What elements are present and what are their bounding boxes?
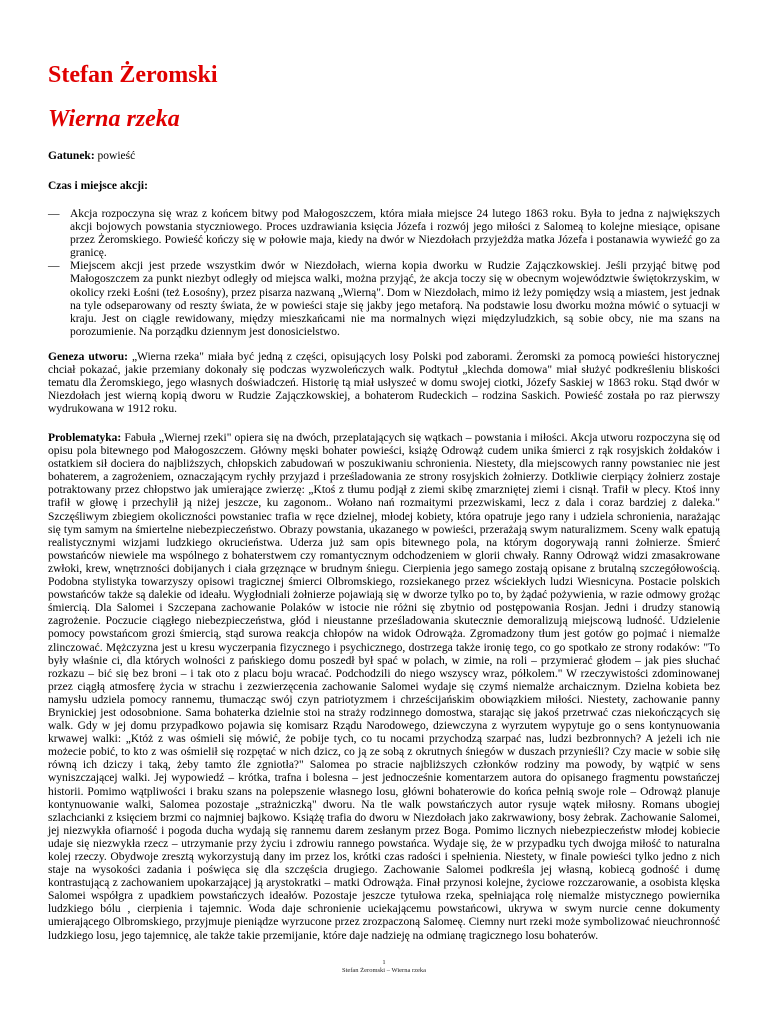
genre-line [48,150,720,163]
dash-bullet-icon: — [48,260,60,273]
dash-bullet-icon: — [48,208,60,220]
book-title: Wierna rzeka [48,106,180,132]
genesis-section [48,351,720,416]
genesis-label: Geneza utworu: [48,351,128,363]
time-place-list [48,208,720,339]
author-heading: Stefan Żeromski [48,62,218,88]
list-item [48,208,720,260]
time-place-label: Czas i miejsce akcji: [48,180,148,192]
place-paragraph: Miejscem akcji jest przede wszystkim dwór w Niezdołach, wierna kopia dworku w Rudzie Zajączkowskiej. Jeśli przyjąć bitwę pod Małogoszczem za punkt niezbyt odległy od miejsca walki, można przyjąć, że akcja toczy się w obecnym województwie świętokrzyskim, w okolicy rzeki Łośni (też Łosośny), przez pisarza nazwaną „Wierną". Dom w Niezdołach, mimo iż leży pomiędzy wsią a miastem, jest jednak na tyle odseparowany od reszty świata, że w powieści staje się jakby jego metaforą. Na podstawie losu dworku można mówić o sytuacji w kraju. Jest on ciągle rewidowany, między mieszkańcami nie ma normalnych więzi międzyludzkich, są sobie obcy, nie ma szans na porozumienie. Na porządku dziennym jest donosicielstwo. [70,260,720,338]
list-item [48,260,720,339]
time-paragraph: Akcja rozpoczyna się wraz z końcem bitwy pod Małogoszczem, która miała miejsce 24 lutego 1863 roku. Była to jedna z największych akcji bojowych powstania styczniowego. Proces uzdrawiania księcia Józefa i rozwój jego miłości z Salomeą to kolejne miesiące, opisane przez Żeromskiego. Powieść kończy się w połowie maja, kiedy na dwór w Niezdołach przyjeżdża matka Józefa i postanawia wywieźć go za granicę. [70,208,720,260]
problems-label: Problematyka: [48,432,122,444]
problems-text: Fabuła „Wiernej rzeki" opiera się na dwóch, przeplatających się wątkach – powstania i miłości. Akcja utworu rozpoczyna się od opisu pola bitewnego pod Małogoszczem. Główny męski bohater powieści, książę Odrowąż cudem unika śmierci z rąk rosyjskich żołdaków i ostatkiem sił dociera do najbliższych, chłopskich zabudowań w poszukiwaniu schronienia. Niestety, dla miejscowych ranny powstaniec nie jest bohaterem, a zagrożeniem, oznaczającym rychły przyjazd i prześladowania ze strony rosyjskich żołnierzy. Dotkliwie cierpiący żołnierz zostaje potraktowany przez chłopstwo jak umierające zwierzę: „Ktoś z tłumu podjął z ziemi skibę zmarzniętej ziemi i cisnął. Trafił w plecy. Ktoś inny trafił w głowę i przechylił ją niżej jeszcze, ku zagonom.. Wołano nań rozmaitymi przezwiskami, lecz z dala i coraz bardziej z daleka." Szczęśliwym zbiegiem okoliczności powstaniec trafia w ręce dzielnej, młodej kobiety, która opatruje jego rany i udziela schronienia, narażając się tym samym na śmiertelne niebezpieczeństwo. Obrazy powstania, ukazanego w powieści, przerażają swym naturalizmem. Sceny walk epatują realistycznymi wizjami ludzkiego okrucieństwa. Uderza już sam opis bitewnego pola, na którym dogorywają ranni żołnierze. Śmierć powstańców niewiele ma wspólnego z bohaterstwem czy romantycznym odchodzeniem w glorii chwały. Ranny Odrowąż widzi zmasakrowane zwłoki, krew, wnętrzności dobijanych i ciała grzęznące w brudnym śniegu. Cierpienia jego samego zostają opisane z brutalną szczegółowością. Podobna stylistyka towarzyszy opisowi tragicznej śmierci Olbromskiego, rozsiekanego przez wściekłych ludzi Wiesnicyna. Postacie polskich powstańców także są dalekie od ideału. Wygłodniali żołnierze pojawiają się w dworze tylko po to, by żądać pożywienia, w razie odmowy grożąc śmiercią. Dla Salomei i Szczepana zachowanie Polaków w istocie nie różni się zbytnio od postępowania Rosjan. Jedni i drudzy stanowią zagrożenie. Poczucie ciągłego niebezpieczeństwa, głód i nieustanne prześladowania skutecznie demoralizują miejscową ludność. Udzielenie pomocy powstańcom grozi śmiercią, stąd surowa reakcja chłopów na widok Odrowąża. Zgromadzony tłum jest gotów go pojmać i niemalże zlinczować. Mężczyzna jest u kresu wyczerpania fizycznego i psychicznego, dostrzega także ironię tego, co go spotkało ze strony rodaków: "To były właśnie ci, dla których wolności z pańskiego domu poszedł był spać w polach, w zimie, na roli – przymierać głodem – jak pies słuchać rozkazu – bić się bez broni – i tak oto z placu boju wracać. Podchodzili do niego wszyscy wraz, półkolem." W rzeczywistości zdominowanej przez ciągłą atmosferę życia w strachu i zezwierzęcenia zachowanie Salomei wydaje się czymś niemalże archaicznym. Dzielna kobieta bez namysłu udziela pomocy rannemu, tłumacząc swój czyn patriotyzmem i chrześcijańskim obowiązkiem miłości. Niestety, zachowanie panny Brynickiej jest odosobnione. Sama bohaterka dzielnie stoi na straży rodzinnego domostwa, starając się jakoś przetrwać czas niekończących się walk. Gdy w jej domu przypadkowo pojawia się komisarz Rządu Narodowego, dziewczyna z wyrzutem wypytuje go o sens kontynuowania krwawej walki: „Któż z was ośmieli się mówić, że pobije tych, co tu nocami przychodzą szarpać nas, ludzi bezbronnych? A jeżeli ich nie możecie pobić, to kto z was ośmielił się rozpętać w nich dzicz, co ją ze sobą z okrutnych śniegów w duszach przynieśli? Czy macie w sobie siłę równą ich dziczy i taką, żeby tamto źle zgniotła?" Salomea po stracie najbliższych członków rodziny ma powody, by wątpić w sens wyniszczającej walki. Jej wypowiedź – krótka, trafna i bolesna – jest jednocześnie komentarzem autora do opisanego fragmentu powstańczej historii. Pomimo wątpliwości i braku szans na polepszenie własnego losu, główni bohaterowie do końca pełnią swoje role – Odrowąż planuje kontynuowanie walki, Salomea pozostaje „strażniczką" dworu. Na tle walk powstańczych autor rysuje wątek miłosny. Romans ubogiej szlachcianki z księciem brzmi co najmniej bajkowo. Książę trafia do dworu w Niezdołach jako zakrwawiony, bosy żebrak. Zachowanie Salomei, jej niezwykła ofiarność i pogoda ducha wydają się rannemu darem zesłanym przez Boga. Pomimo licznych niebezpieczeństw młodej kobiecie udaje się niezwykła rzecz – utrzymanie przy życiu i zdrowiu rannego powstańca. Wydaje się, że w przypadku tych dwojga miłość to naturalna kolej rzeczy. Obydwoje zresztą wykorzystują dany im przez los, krótki czas radości i spełnienia. Niestety, w finale powieści tylko jedno z nich staje na wysokości zadania i poświęca się dla szczęścia drugiego. Zachowanie Salomei podkreśla jej własną, kobiecą godność i dumę kontrastującą z zachowaniem upokarzającej ją arystokratki – matki Odrowąża. Finał przynosi kolejne, życiowe rozczarowanie, a osobista klęska Salomei współgra z upadkiem powstańczych ideałów. Pozostaje jeszcze tytułowa rzeka, spełniająca rolę niemalże mistycznego powiernika ludzkiego bólu , cierpienia i tajemnic. Woda daje schronienie uciekającemu powstańcowi, ukrywa w swym nurcie cenne dokumenty umierającego Olbromskiego, przyjmuje pieniądze wyrzucone przez zrozpaczoną Salomeę. Ciemny nurt rzeki może symbolizować nieuchronność ludzkiego losu, jego tajemnicę, ale także takie przemijanie, które daje nadzieję na odmianę tragicznego losu bohaterów. [48,432,720,942]
footer-title: Stefan Żeromski – Wierna rzeka [341,967,427,974]
time-place-heading [48,180,720,193]
genre-value: powieść [97,150,136,162]
genre-label: Gatunek: [48,150,95,162]
problems-section [48,432,720,943]
genesis-text: „Wierna rzeka" miała być jedną z części, opisujących losy Polski pod zaborami. Żeromski za pomocą powieści historycznej chciał pokazać, jakie przemiany dokonały się podczas wyzwoleńczych walk. Podtytuł „klechda domowa" miał służyć podkreśleniu bliskości tematu dla Żeromskiego, jego własnych doświadczeń. Historię tą miał usłyszeć w domu swojej ciotki, Józefy Saskiej w 1863 roku. Stąd dwór w Niezdołach jest wierną kopią dworu w Rudzie Zajączkowskiej, a bohaterom Rudeckich – rodzina Saskich. Powieść została po raz pierwszy wydrukowana w 1912 roku. [48,351,721,416]
page-number: 1 [382,959,386,966]
